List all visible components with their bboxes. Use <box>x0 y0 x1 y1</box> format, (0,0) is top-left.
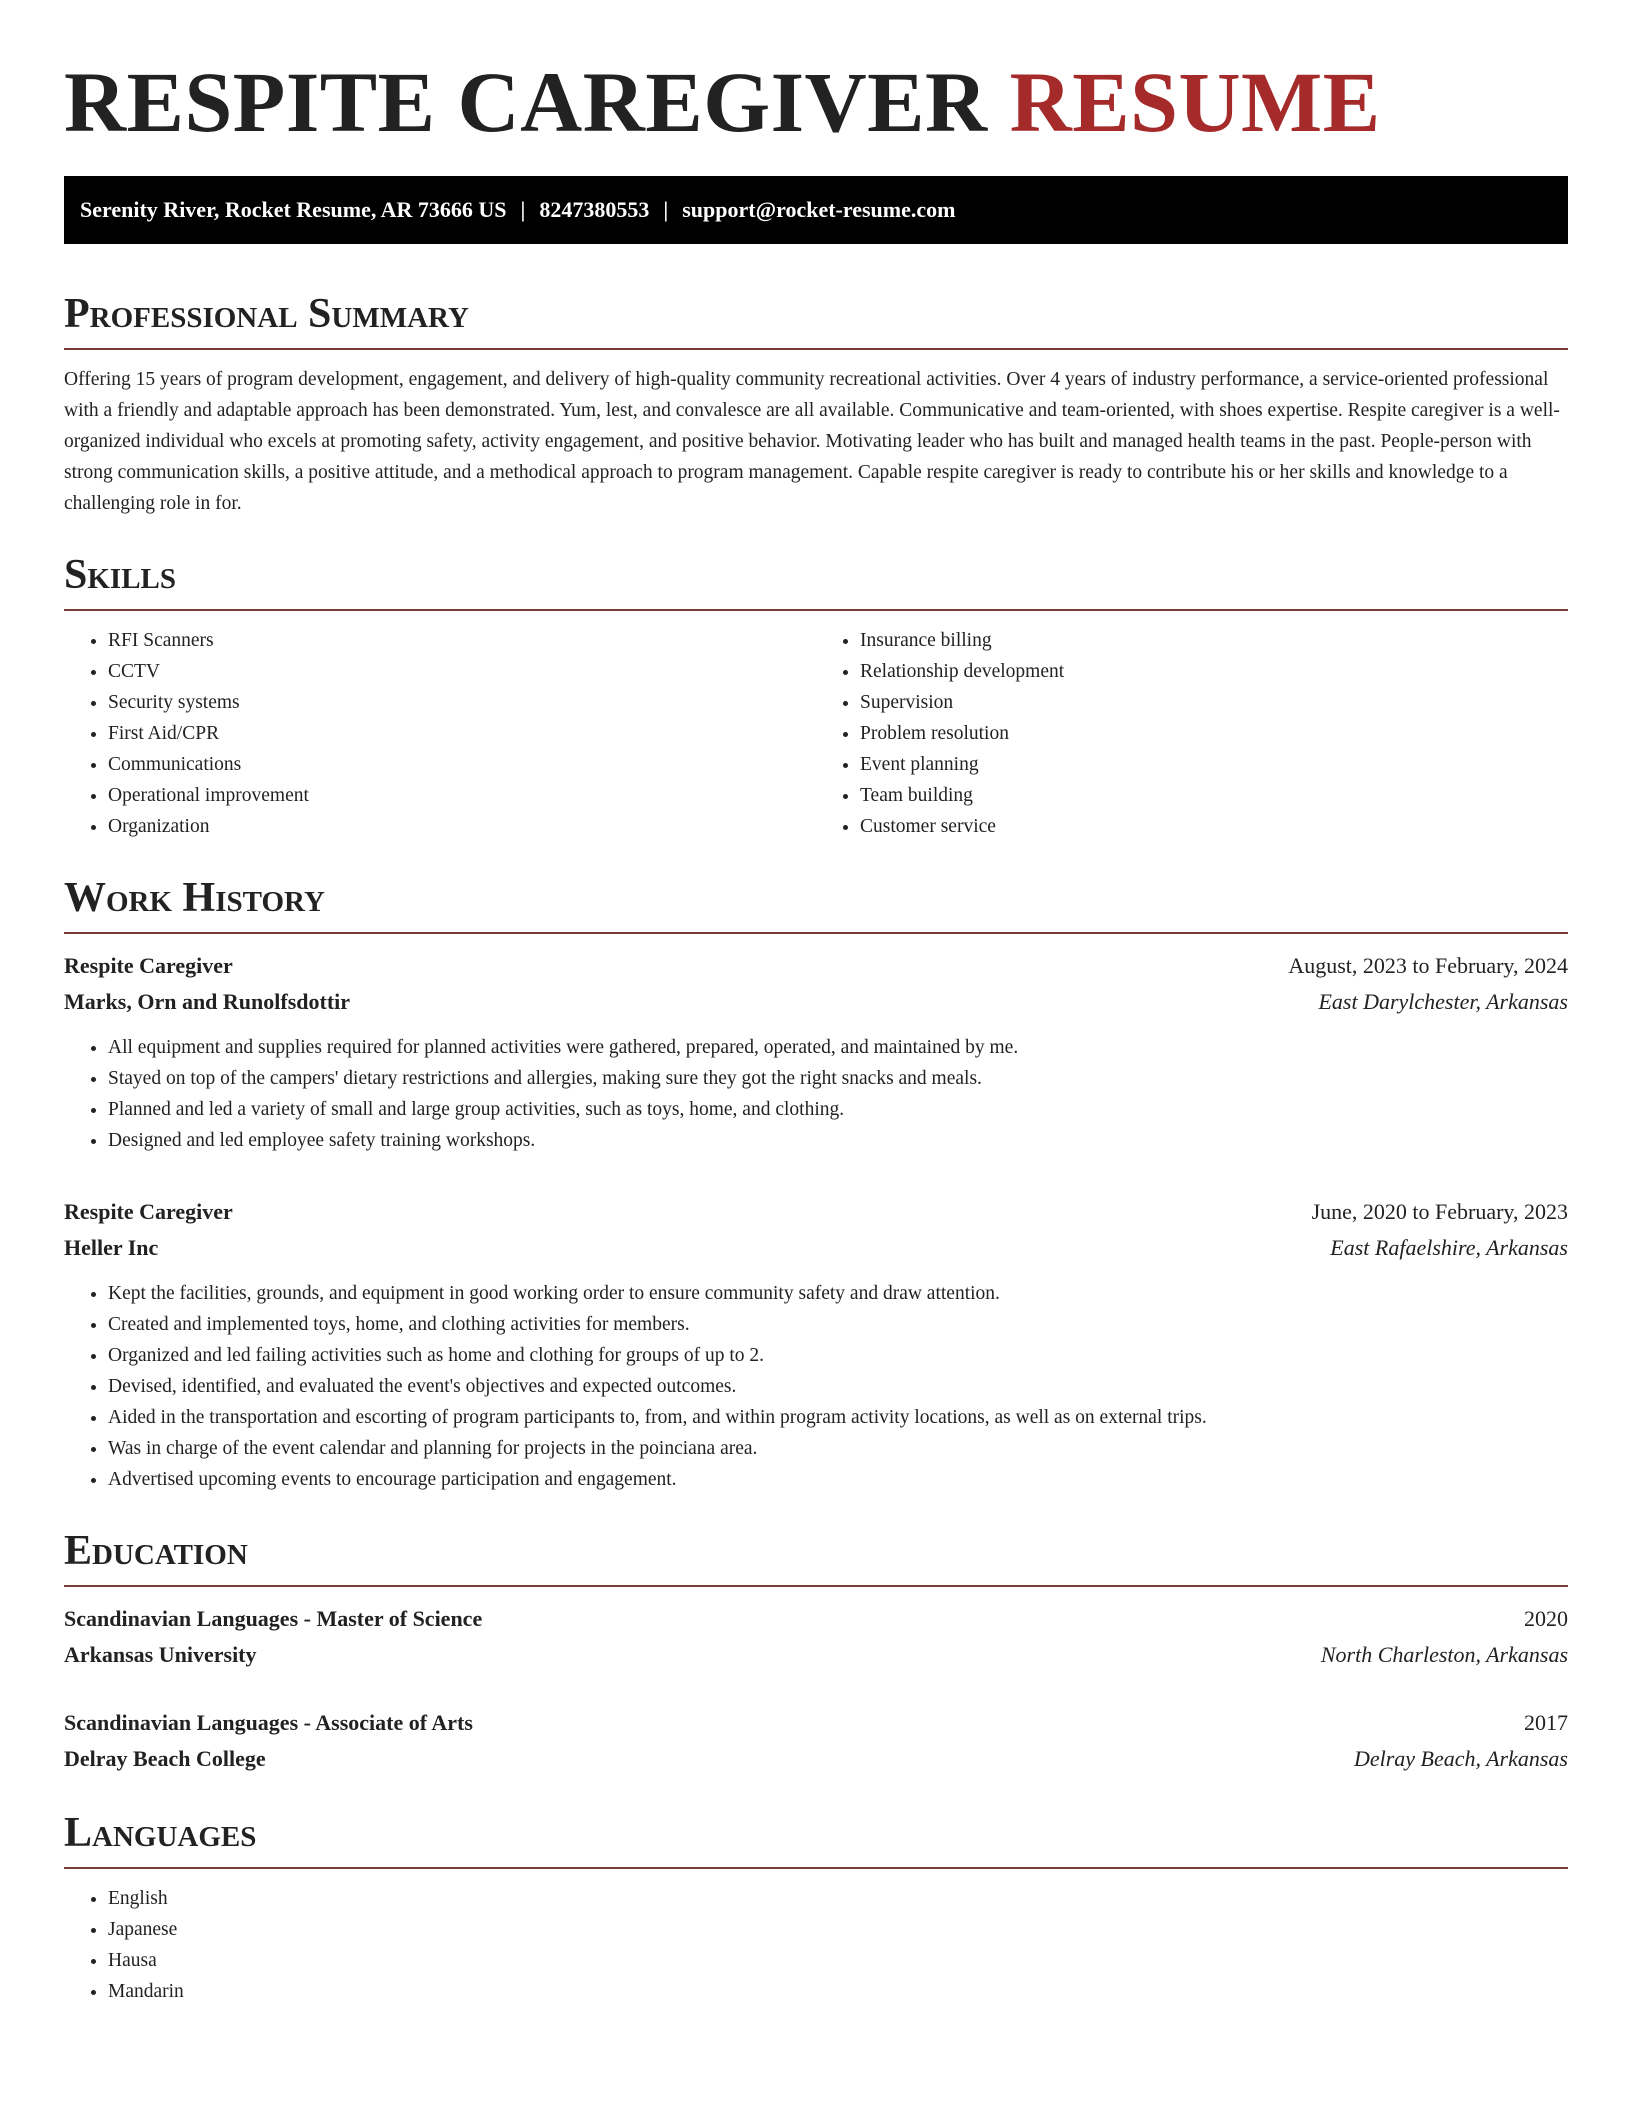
skill-item: • Supervision <box>860 687 1568 718</box>
skill-item: • Event planning <box>860 749 1568 780</box>
skills-grid <box>64 625 1568 842</box>
education-location: Delray Beach, Arkansas <box>1353 1746 1568 1771</box>
skill-item: • First Aid/CPR <box>108 718 816 749</box>
language-item: • English <box>108 1883 1568 1914</box>
job-dates: August, 2023 to February, 2024 <box>1288 953 1568 978</box>
skill-item: • Problem resolution <box>860 718 1568 749</box>
job-location: East Rafaelshire, Arkansas <box>1330 1235 1568 1260</box>
work-history-section <box>64 872 1568 1495</box>
contact-separator: | <box>520 197 526 222</box>
education-location: North Charleston, Arkansas <box>1320 1642 1568 1667</box>
job-bullet: • Created and implemented toys, home, and clothing activities for members. <box>108 1309 1568 1340</box>
job-bullet: • Aided in the transportation and escorting of program participants to, from, and within program activity locations, as well as on external trips. <box>108 1402 1568 1433</box>
languages-heading: Languages <box>64 1810 257 1856</box>
section-divider <box>64 348 1568 350</box>
language-item: • Japanese <box>108 1914 1568 1945</box>
education-entry <box>64 1705 1568 1777</box>
education-degree: Scandinavian Languages - Associate of Arts <box>64 1710 473 1735</box>
job-bullet: • Organized and led failing activities such as home and clothing for groups of up to 2. <box>108 1340 1568 1371</box>
job-entry <box>64 948 1568 1156</box>
job-company: Marks, Orn and Runolfsdottir <box>64 989 351 1014</box>
contact-bar <box>64 176 1568 244</box>
language-item: • Hausa <box>108 1945 1568 1976</box>
language-item: • Mandarin <box>108 1976 1568 2007</box>
education-entry <box>64 1601 1568 1673</box>
education-school-row <box>64 1741 1568 1777</box>
languages-section <box>64 1807 1568 2007</box>
section-divider <box>64 932 1568 934</box>
skill-item: • Team building <box>860 780 1568 811</box>
education-degree-row <box>64 1601 1568 1637</box>
summary-heading: Professional Summary <box>64 291 469 337</box>
job-header-row <box>64 948 1568 984</box>
contact-separator: | <box>663 197 669 222</box>
job-dates: June, 2020 to February, 2023 <box>1311 1199 1568 1224</box>
job-company-row <box>64 1230 1568 1266</box>
resume-title-accent: RESUME <box>1009 54 1381 150</box>
education-heading: Education <box>64 1528 248 1574</box>
job-title: Respite Caregiver <box>64 1199 233 1224</box>
job-bullets <box>64 1278 1568 1495</box>
job-company: Heller Inc <box>64 1235 159 1260</box>
job-bullet: • Was in charge of the event calendar and planning for projects in the poinciana area. <box>108 1433 1568 1464</box>
skill-item: • Operational improvement <box>108 780 816 811</box>
languages-list <box>64 1883 1568 2007</box>
job-bullet: • Kept the facilities, grounds, and equipment in good working order to ensure community safety and draw attention. <box>108 1278 1568 1309</box>
skill-item: • Security systems <box>108 687 816 718</box>
skills-column-left <box>64 625 816 842</box>
resume-title-main: RESPITE CAREGIVER <box>64 54 988 150</box>
skills-column-right <box>816 625 1568 842</box>
education-school-row <box>64 1637 1568 1673</box>
job-company-row <box>64 984 1568 1020</box>
skill-item: • CCTV <box>108 656 816 687</box>
skill-item: • RFI Scanners <box>108 625 816 656</box>
section-divider <box>64 1585 1568 1587</box>
skill-item: • Insurance billing <box>860 625 1568 656</box>
summary-section <box>64 288 1568 519</box>
education-degree: Scandinavian Languages - Master of Science <box>64 1606 483 1631</box>
skills-heading: Skills <box>64 552 177 598</box>
work-history-heading: Work History <box>64 875 325 921</box>
job-bullet: • Advertised upcoming events to encourage participation and engagement. <box>108 1464 1568 1495</box>
contact-phone: 8247380553 <box>539 197 650 222</box>
skills-list-right <box>816 625 1568 842</box>
contact-email: support@rocket-resume.com <box>682 197 956 222</box>
job-bullet: • All equipment and supplies required for planned activities were gathered, prepared, operated, and maintained by me. <box>108 1032 1568 1063</box>
skills-list-left <box>64 625 816 842</box>
job-bullet: • Designed and led employee safety training workshops. <box>108 1125 1568 1156</box>
job-header-row <box>64 1194 1568 1230</box>
education-school: Delray Beach College <box>64 1746 266 1771</box>
skill-item: • Organization <box>108 811 816 842</box>
job-bullet: • Stayed on top of the campers' dietary restrictions and allergies, making sure they got the right snacks and meals. <box>108 1063 1568 1094</box>
education-degree-row <box>64 1705 1568 1741</box>
contact-address: Serenity River, Rocket Resume, AR 73666 US <box>80 197 507 222</box>
summary-text: Offering 15 years of program development, engagement, and delivery of high-quality community recreational activities. Over 4 years of industry performance, a service-oriented professional with a friendly and adaptable approach has been demonstrated. Yum, lest, and convalesce are all available. Communicative and team-oriented, with shoes expertise. Respite caregiver is a well-organized individual who excels at promoting safety, activity engagement, and positive behavior. Motivating leader who has built and managed health teams in the past. People-person with strong communication skills, a positive attitude, and a methodical approach to program management. Capable respite caregiver is ready to contribute his or her skills and knowledge to a challenging role in for. <box>64 369 1560 514</box>
job-bullets <box>64 1032 1568 1156</box>
skill-item: • Relationship development <box>860 656 1568 687</box>
section-divider <box>64 1867 1568 1869</box>
job-title: Respite Caregiver <box>64 953 233 978</box>
resume-title <box>64 0 1568 152</box>
skills-section <box>64 549 1568 842</box>
skill-item: • Customer service <box>860 811 1568 842</box>
job-bullet: • Devised, identified, and evaluated the event's objectives and expected outcomes. <box>108 1371 1568 1402</box>
job-entry <box>64 1194 1568 1495</box>
education-school: Arkansas University <box>64 1642 257 1667</box>
education-year: 2017 <box>1524 1710 1568 1735</box>
education-year: 2020 <box>1524 1606 1568 1631</box>
skill-item: • Communications <box>108 749 816 780</box>
job-location: East Darylchester, Arkansas <box>1318 989 1568 1014</box>
job-bullet: • Planned and led a variety of small and large group activities, such as toys, home, and clothing. <box>108 1094 1568 1125</box>
section-divider <box>64 609 1568 611</box>
education-section <box>64 1525 1568 1777</box>
